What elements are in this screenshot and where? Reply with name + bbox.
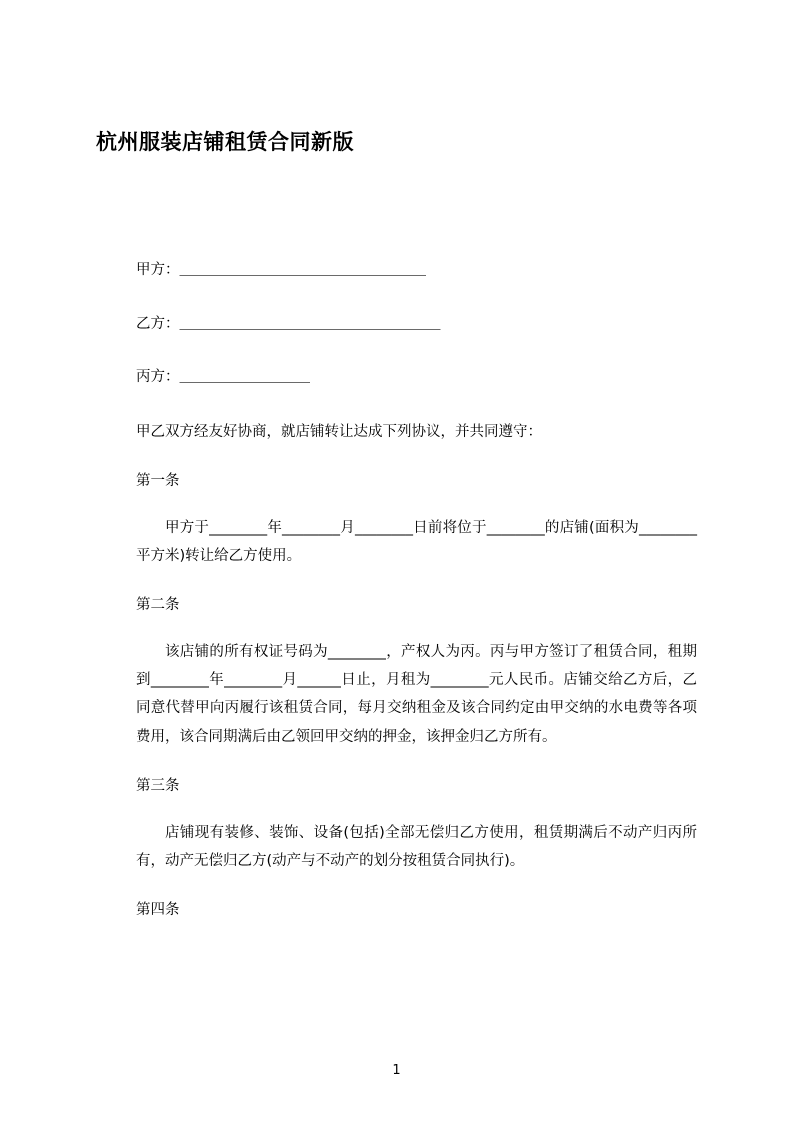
title-spacer — [96, 157, 697, 257]
party-line-third: 丙方：＿＿＿＿＿＿＿＿＿ — [136, 369, 310, 386]
clause-text-1: 甲方于________年________月________日前将位于________的店铺(面积为________平方米)转让给乙方使用。 — [136, 519, 697, 565]
clause-text-3: 店铺现有装修、装饰、设备(包括)全部无偿归乙方使用，租赁期满后不动产归丙所有，动产无偿归乙方(动产与不动产的划分按租赁合同执行)。 — [136, 824, 697, 869]
preamble-paragraph: 甲乙双方经友好协商，就店铺转让达成下列协议，并共同遵守： — [136, 424, 542, 441]
clause-heading-3: 第三条 — [136, 777, 180, 794]
clause-heading-4: 第四条 — [136, 902, 180, 919]
party-line-second: 乙方：＿＿＿＿＿＿＿＿＿＿＿＿＿＿＿＿＿＿ — [136, 315, 441, 332]
clause-text-2: 该店铺的所有权证号码为________，产权人为丙。丙与甲方签订了租赁合同，租期到________年________月______日止，月租为________元人民币。店铺交给乙方后，乙同意代替甲向丙履行该租赁合同，每月交纳租金及该合同约定由甲交纳的水电费等各项费用，该合同期满后由乙领回甲交纳的押金，该押金归乙方所有。 — [136, 643, 697, 745]
page-title: 杭州服装店铺租赁合同新版 — [96, 130, 354, 154]
clause-heading-2: 第二条 — [136, 597, 180, 614]
page-number: 1 — [392, 1063, 401, 1078]
party-line-first: 甲方：＿＿＿＿＿＿＿＿＿＿＿＿＿＿＿＿＿ — [136, 262, 426, 279]
clause-heading-1: 第一条 — [136, 473, 180, 490]
